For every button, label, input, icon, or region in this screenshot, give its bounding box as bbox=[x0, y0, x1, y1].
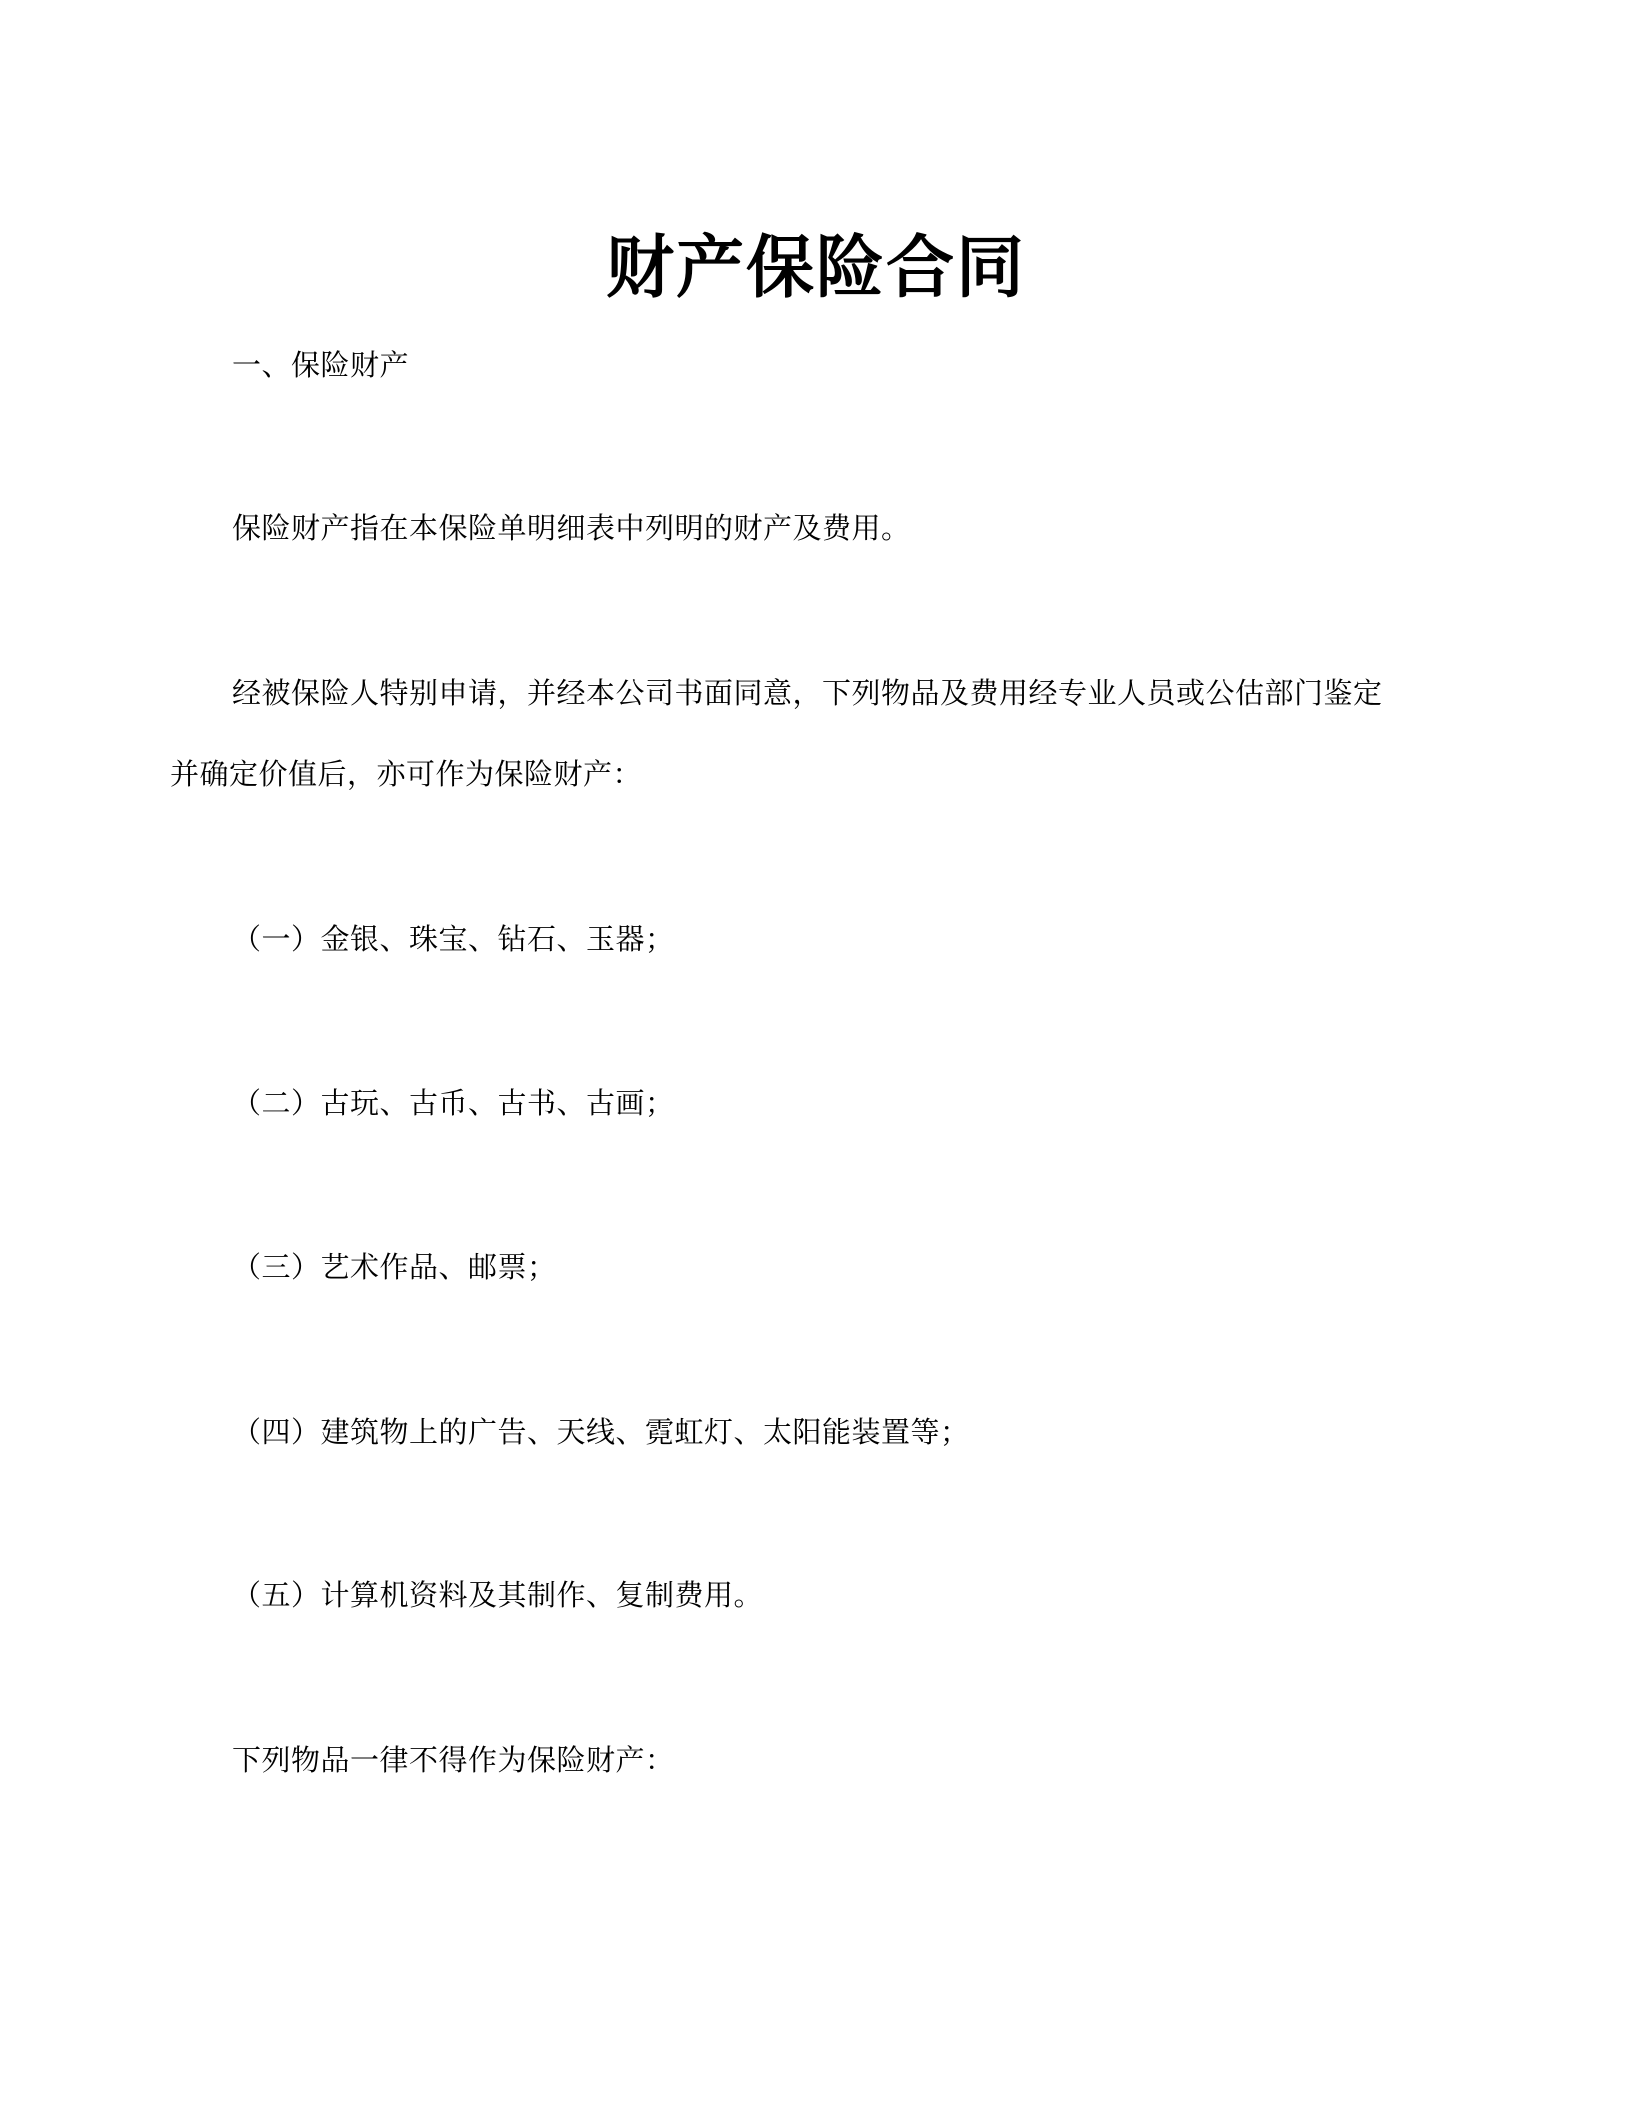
document-title: 财产保险合同 bbox=[605, 228, 1026, 308]
paragraph-special-line-2: 并确定价值后，亦可作为保险财产： bbox=[170, 757, 643, 791]
list-item: （五）计算机资料及其制作、复制费用。 bbox=[232, 1578, 764, 1612]
section-heading: 一、保险财产 bbox=[232, 348, 410, 382]
paragraph-excluded: 下列物品一律不得作为保险财产： bbox=[232, 1743, 675, 1777]
paragraph-special-line-1: 经被保险人特别申请，并经本公司书面同意，下列物品及费用经专业人员或公估部门鉴定 bbox=[232, 676, 1383, 710]
list-item: （四）建筑物上的广告、天线、霓虹灯、太阳能装置等； bbox=[232, 1415, 970, 1449]
list-item: （一）金银、珠宝、钻石、玉器； bbox=[232, 922, 675, 956]
list-item: （二）古玩、古币、古书、古画； bbox=[232, 1086, 675, 1120]
paragraph-definition: 保险财产指在本保险单明细表中列明的财产及费用。 bbox=[232, 511, 911, 545]
list-item: （三）艺术作品、邮票； bbox=[232, 1250, 557, 1284]
